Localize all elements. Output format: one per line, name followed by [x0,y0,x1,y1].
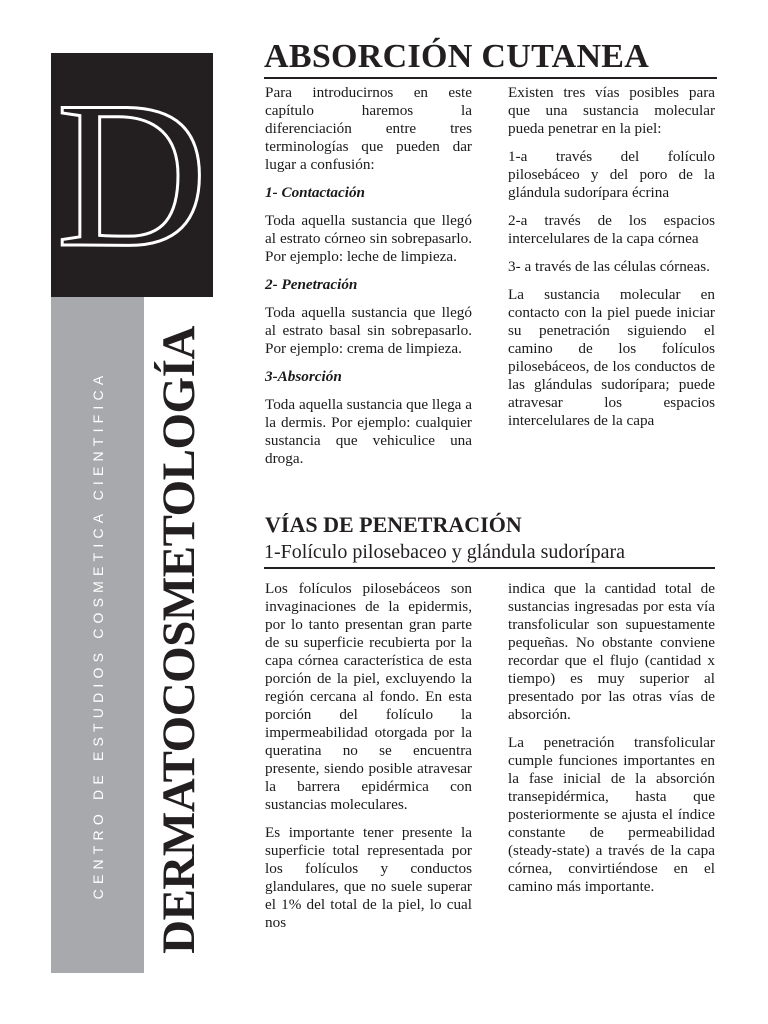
item-text: Toda aquella sustancia que llegó al estrato basal sin sobrepasarlo. Por ejemplo: crema de limpieza. [265,304,472,357]
item-heading: 2- Penetración [265,276,358,293]
paragraph: indica que la cantidad total de sustancias ingresadas por esta vía transfolicular son supuestamente pequeñas. No obstante conviene recordar que el flujo (cantidad x tiempo) es muy superior al presentado por las otras vías de absorción. [508,580,715,723]
section-rule [264,567,715,569]
item-text: Toda aquella sustancia que llega a la dermis. Por ejemplo: cualquier sustancia que vehiculice una droga. [265,396,472,467]
drop-cap-letter: D [56,59,208,291]
paragraph: La penetración transfolicular cumple funciones importantes en la fase inicial de la absorción transepidérmica, hasta que posteriormente se ajusta el índice constante de permeabilidad (steady-state) a través de la capa córnea, convirtiéndose en el camino más importante. [508,734,715,895]
paragraph: Existen tres vías posibles para que una sustancia molecular pueda penetrar en la piel: [508,84,715,137]
paragraph: 1-a través del folículo pilosebáceo y del poro de la glándula sudorípara écrina [508,148,715,201]
section-column-2 [508,580,715,906]
article-column-2 [508,84,715,496]
sidebar-subtitle: CENTRO DE ESTUDIOS COSMETICA CIENTIFICA [89,370,106,900]
title-rule [264,77,717,79]
paragraph: 2-a través de los espacios intercelulares de la capa córnea [508,212,715,247]
paragraph: La sustancia molecular en contacto con la piel puede iniciar su penetración siguiendo el camino de los folículos pilosebáceos, de los conductos de las glándulas sudorípara; puede atravesar los espacios intercelulares de la capa [508,286,715,429]
sidebar-subtitle-wrap [51,297,144,973]
section-title: VÍAS DE PENETRACIÓN [265,512,522,537]
item-heading: 1- Contactación [265,184,365,201]
page-title: ABSORCIÓN CUTANEA [264,38,650,75]
paragraph: 3- a través de las células córneas. [508,258,710,275]
paragraph: Es importante tener presente la superficie total representada por los folículos y conductos glandulares, que no suele superar el 1% del total de la piel, lo cual nos [265,824,472,931]
sidebar-title-wrap [144,310,213,970]
item-text: Toda aquella sustancia que llegó al estrato córneo sin sobrepasarlo. Por ejemplo: leche de limpieza. [265,212,472,265]
item-heading: 3-Absorción [265,368,342,385]
article-column-1 [265,84,472,478]
intro-paragraph: Para introducirnos en este capítulo haremos la diferenciación entre tres terminologías que pueden dar lugar a confusión: [265,84,472,173]
section-subtitle: 1-Folículo pilosebaceo y glándula sudorípara [264,541,626,563]
section-column-1 [265,580,472,942]
sidebar-title: DERMATOCOSMETOLOGÍA [152,326,205,954]
paragraph: Los folículos pilosebáceos son invaginaciones de la epidermis, por lo tanto presentan gran parte de su superficie recubierta por la capa córnea característica de esta porción de la piel, excluyendo la región cercana al fondo. En esta porción del folículo la impermeabilidad otorgada por la queratina no se encuentra presente, siendo posible atravesar la barrera epidérmica con sustancias moleculares. [265,580,472,813]
